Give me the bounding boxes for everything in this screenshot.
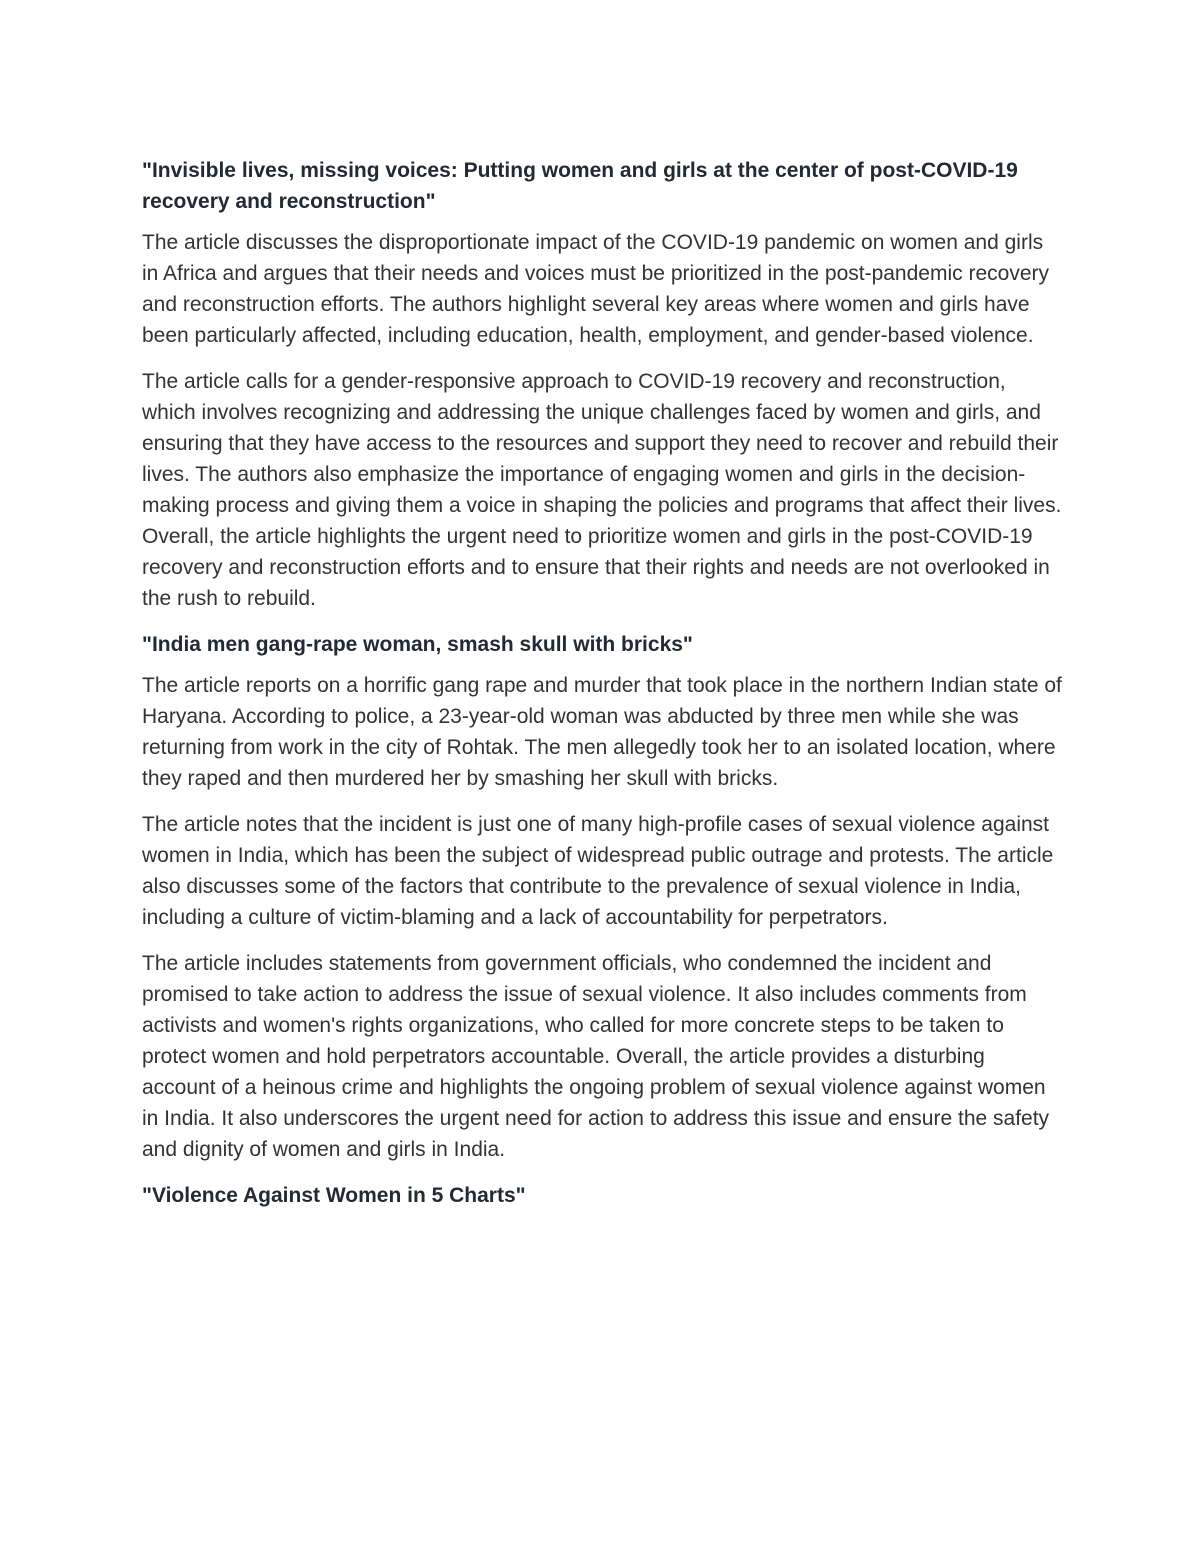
section-heading-india-article: "India men gang-rape woman, smash skull with bricks" [142, 633, 693, 656]
paragraph-gender-responsive-approach: The article calls for a gender-responsive approach to COVID-19 recovery and reconstruction, which involves recognizing and addressing the unique challenges faced by women and girls, and ensuring that they have access to the resources and support they need to recover and rebuild their lives. The authors also emphasize the importance of engaging women and girls in the decision-making process and giving them a voice in shaping the policies and programs that affect their lives. Overall, the article highlights the urgent need to prioritize women and girls in the post-COVID-19 recovery and reconstruction efforts and to ensure that their rights and needs are not overlooked in the rush to rebuild. [142, 370, 1062, 610]
paragraph-india-context: The article notes that the incident is just one of many high-profile cases of sexual violence against women in India, which has been the subject of widespread public outrage and protests. The article also discusses some of the factors that contribute to the prevalence of sexual violence in India, including a culture of victim-blaming and a lack of accountability for perpetrators. [142, 813, 1054, 929]
document-page [142, 155, 1062, 1221]
paragraph-india-incident: The article reports on a horrific gang rape and murder that took place in the northern Indian state of Haryana. According to police, a 23-year-old woman was abducted by three men while she was returning from work in the city of Rohtak. The men allegedly took her to an isolated location, where they raped and then murdered her by smashing her skull with bricks. [142, 674, 1062, 790]
section-heading-violence-charts: "Violence Against Women in 5 Charts" [142, 1184, 526, 1207]
paragraph-covid-impact: The article discusses the disproportionate impact of the COVID-19 pandemic on women and girls in Africa and argues that their needs and voices must be prioritized in the post-pandemic recovery and reconstruction efforts. The authors highlight several key areas where women and girls have been particularly affected, including education, health, employment, and gender-based violence. [142, 231, 1049, 347]
section-heading-covid-recovery: "Invisible lives, missing voices: Putting women and girls at the center of post-COVID-19 recovery and reconstruction" [142, 159, 1018, 213]
paragraph-india-statements: The article includes statements from government officials, who condemned the incident and promised to take action to address the issue of sexual violence. It also includes comments from activists and women's rights organizations, who called for more concrete steps to be taken to protect women and hold perpetrators accountable. Overall, the article provides a disturbing account of a heinous crime and highlights the ongoing problem of sexual violence against women in India. It also underscores the urgent need for action to address this issue and ensure the safety and dignity of women and girls in India. [142, 952, 1050, 1161]
